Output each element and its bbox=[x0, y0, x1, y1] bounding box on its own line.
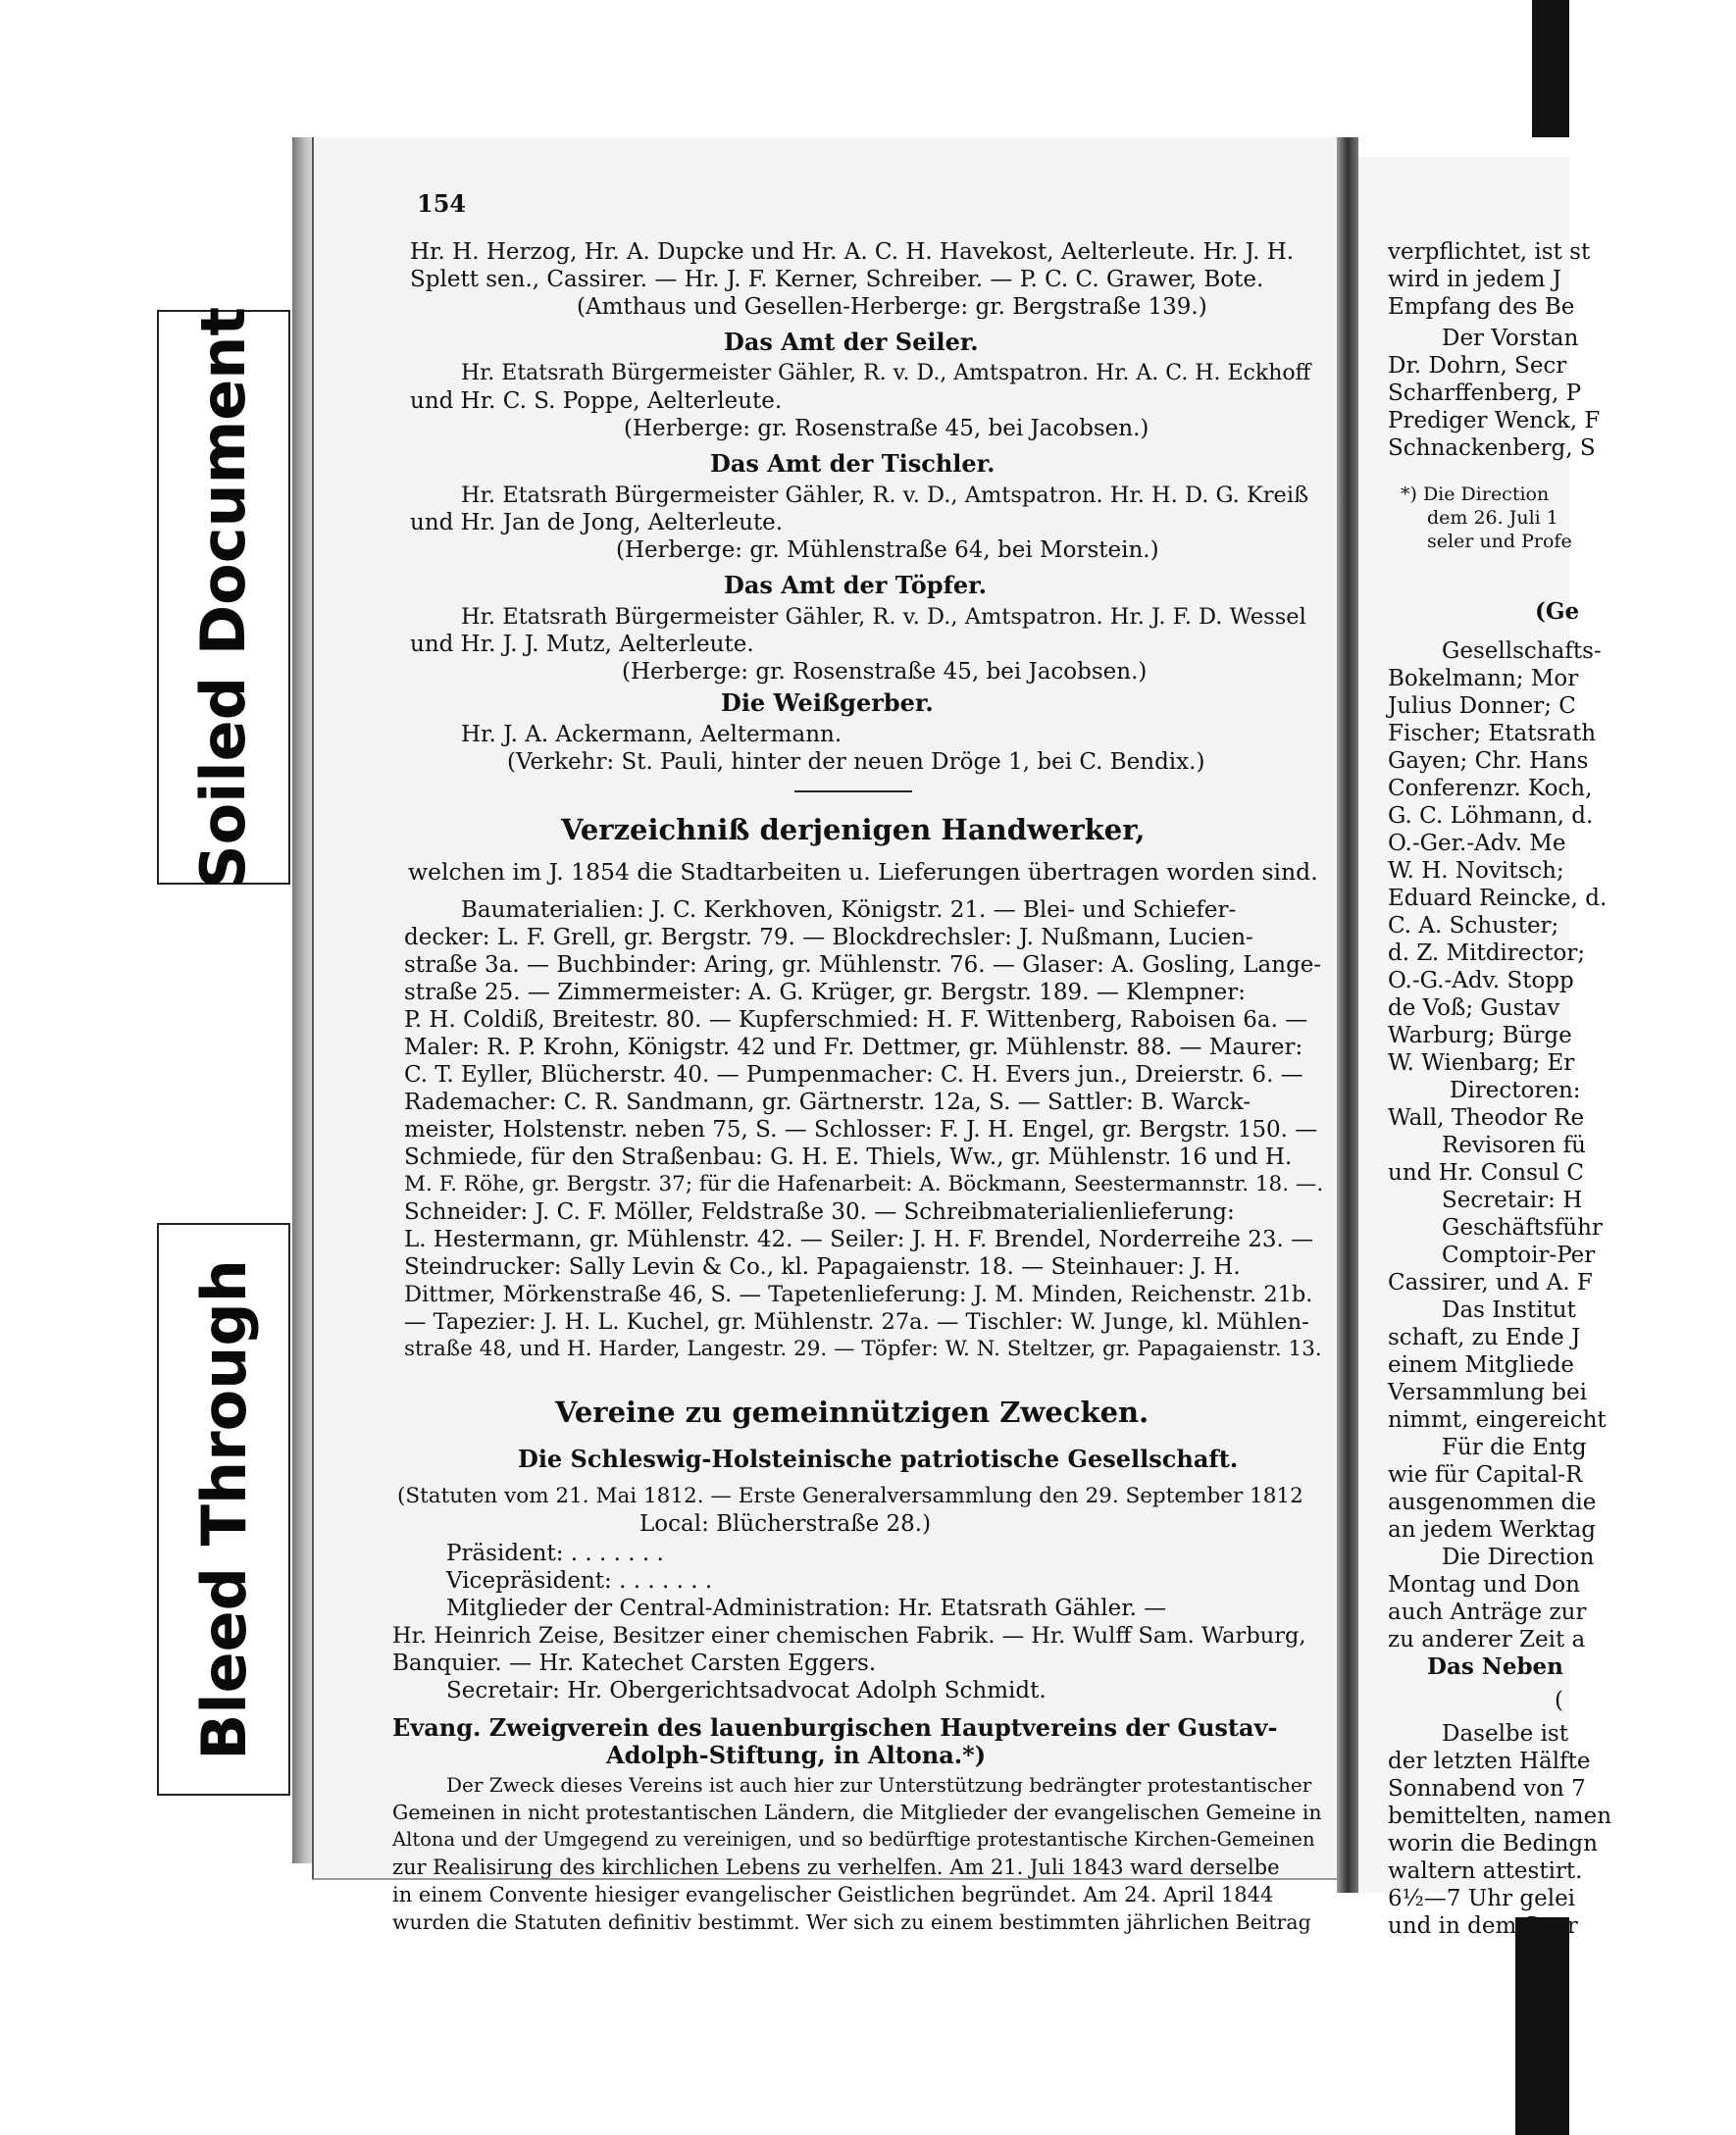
text-line: (Ge bbox=[1535, 598, 1580, 625]
text-line: Hr. Heinrich Zeise, Besitzer einer chemischen Fabrik. — Hr. Wulff Sam. Warburg, bbox=[392, 1623, 1306, 1649]
text-line: Hr. H. Herzog, Hr. A. Dupcke und Hr. A. C. H. Havekost, Aelterleute. Hr. J. H. bbox=[410, 239, 1295, 265]
text-line: 6½—7 Uhr gelei bbox=[1388, 1886, 1576, 1911]
text-line: Scharffenberg, P bbox=[1388, 381, 1582, 406]
text-line: Präsident: . . . . . . . bbox=[446, 1541, 664, 1566]
text-line: Rademacher: C. R. Sandmann, gr. Gärtnerstr. 12a, S. — Sattler: B. Warck- bbox=[404, 1090, 1251, 1115]
text-line: O.-G.-Adv. Stopp bbox=[1388, 968, 1574, 993]
text-line: zur Realisirung des kirchlichen Lebens zu verhelfen. Am 21. Juli 1843 ward derselbe bbox=[392, 1855, 1280, 1879]
text-line: wird in jedem J bbox=[1388, 267, 1561, 292]
section-heading: Das Amt der Tischler. bbox=[710, 449, 996, 478]
text-line: (Herberge: gr. Rosenstraße 45, bei Jacobsen.) bbox=[622, 659, 1148, 685]
text-line: Hr. J. A. Ackermann, Aeltermann. bbox=[461, 722, 842, 747]
text-line: Daselbe ist bbox=[1442, 1721, 1568, 1747]
text-line: Versammlung bei bbox=[1388, 1380, 1587, 1405]
section-heading: Das Amt der Töpfer. bbox=[724, 571, 987, 599]
text-line: Schnackenberg, S bbox=[1388, 435, 1596, 461]
section-heading: Evang. Zweigverein des lauenburgischen Hauptvereins der Gustav- bbox=[392, 1713, 1278, 1742]
section-heading: Die Schleswig-Holsteinische patriotische Gesellschaft. bbox=[518, 1445, 1239, 1473]
text-line: Das Institut bbox=[1442, 1297, 1576, 1323]
text-line: Sonnabend von 7 bbox=[1388, 1776, 1586, 1802]
text-line: meister, Holstenstr. neben 75, S. — Schlosser: F. J. H. Engel, gr. Bergstr. 150. — bbox=[404, 1117, 1318, 1143]
text-line: d. Z. Mitdirector; bbox=[1388, 940, 1586, 966]
text-line: Revisoren fü bbox=[1442, 1133, 1586, 1158]
text-line: Prediger Wenck, F bbox=[1388, 408, 1601, 433]
text-line: straße 25. — Zimmermeister: A. G. Krüger, gr. Bergstr. 189. — Klempner: bbox=[404, 980, 1246, 1005]
text-line: Geschäftsführ bbox=[1442, 1215, 1603, 1241]
section-divider bbox=[794, 790, 912, 792]
text-line: Dittmer, Mörkenstraße 46, S. — Tapetenlieferung: J. M. Minden, Reichenstr. 21b. bbox=[404, 1282, 1313, 1307]
text-line: straße 3a. — Buchbinder: Aring, gr. Mühlenstr. 76. — Glaser: A. Gosling, Lange- bbox=[404, 952, 1322, 978]
text-line: M. F. Röhe, gr. Bergstr. 37; für die Hafenarbeit: A. Böckmann, Seestermannstr. 18. —. bbox=[404, 1172, 1324, 1196]
section-heading: Die Weißgerber. bbox=[721, 688, 934, 717]
soiled-document-label bbox=[157, 306, 290, 889]
text-line: Hr. Etatsrath Bürgermeister Gähler, R. v. D., Amtspatron. Hr. J. F. D. Wessel bbox=[461, 604, 1306, 630]
text-line: L. Hestermann, gr. Mühlenstr. 42. — Seiler: J. H. F. Brendel, Norderreihe 23. — bbox=[404, 1227, 1314, 1252]
section-title: Verzeichniß derjenigen Handwerker, bbox=[561, 813, 1146, 846]
text-line: waltern attestirt. bbox=[1388, 1858, 1583, 1884]
text-line: decker: L. F. Grell, gr. Bergstr. 79. — Blockdrechsler: J. Nußmann, Lucien- bbox=[404, 925, 1253, 950]
text-line: W. H. Novitsch; bbox=[1388, 858, 1564, 884]
text-line: Secretair: H bbox=[1442, 1188, 1583, 1213]
text-line: in einem Convente hiesiger evangelischer Geistlichen begründet. Am 24. April 1844 bbox=[392, 1883, 1274, 1906]
text-line: Schmiede, für den Straßenbau: G. H. E. Thiels, Ww., gr. Mühlenstr. 16 und H. bbox=[404, 1144, 1293, 1170]
text-line: Montag und Don bbox=[1388, 1572, 1580, 1598]
text-line: Der Zweck dieses Vereins ist auch hier zur Unterstützung bedrängter protestantischer bbox=[446, 1773, 1312, 1797]
section-heading: Das Neben bbox=[1427, 1653, 1563, 1680]
text-line: an jedem Werktag bbox=[1388, 1517, 1597, 1543]
text-line: wurden die Statuten definitiv bestimmt. Wer sich zu einem bestimmten jährlichen Beitrag bbox=[392, 1910, 1311, 1934]
text-line: O.-Ger.-Adv. Me bbox=[1388, 831, 1566, 856]
text-line: Für die Entg bbox=[1442, 1435, 1587, 1460]
text-line: Secretair: Hr. Obergerichtsadvocat Adolph Schmidt. bbox=[446, 1678, 1047, 1703]
text-line: verpflichtet, ist st bbox=[1388, 239, 1591, 265]
text-line: Die Direction bbox=[1442, 1545, 1595, 1570]
text-line: Warburg; Bürge bbox=[1388, 1023, 1572, 1048]
text-line: P. H. Coldiß, Breitestr. 80. — Kupferschmied: H. F. Wittenberg, Raboisen 6a. — bbox=[404, 1007, 1308, 1033]
text-line: nimmt, eingereicht bbox=[1388, 1407, 1607, 1433]
soiled-document-label-text: Soiled Document bbox=[187, 306, 260, 889]
text-line: bemittelten, namen bbox=[1388, 1804, 1612, 1829]
text-line: Vicepräsident: . . . . . . . bbox=[446, 1568, 713, 1594]
text-line: Mitglieder der Central-Administration: Hr. Etatsrath Gähler. — bbox=[446, 1596, 1167, 1621]
footnote-line: dem 26. Juli 1 bbox=[1427, 507, 1558, 529]
text-line: Banquier. — Hr. Katechet Carsten Eggers. bbox=[392, 1651, 877, 1676]
page-number: 154 bbox=[417, 189, 467, 218]
section-subtitle: welchen im J. 1854 die Stadtarbeiten u. Lieferungen übertragen worden sind. bbox=[408, 858, 1318, 886]
text-line: Hr. Etatsrath Bürgermeister Gähler, R. v. D., Amtspatron. Hr. H. D. G. Kreiß bbox=[461, 483, 1309, 508]
text-line: Dr. Dohrn, Secr bbox=[1388, 353, 1567, 379]
text-line: C. A. Schuster; bbox=[1388, 913, 1559, 939]
text-line: Splett sen., Cassirer. — Hr. J. F. Kerner, Schreiber. — P. C. C. Grawer, Bote. bbox=[410, 267, 1264, 292]
text-line: Gemeinen in nicht protestantischen Ländern, die Mitglieder der evangelischen Gemeine in bbox=[392, 1801, 1322, 1824]
text-line: ( bbox=[1555, 1688, 1563, 1713]
text-line: Eduard Reincke, d. bbox=[1388, 886, 1608, 911]
text-line: und in dem Spar bbox=[1388, 1913, 1578, 1939]
text-line: de Voß; Gustav bbox=[1388, 995, 1560, 1021]
text-line: Directoren: bbox=[1450, 1078, 1581, 1103]
text-line: Hr. Etatsrath Bürgermeister Gähler, R. v. D., Amtspatron. Hr. A. C. H. Eckhoff bbox=[461, 361, 1311, 385]
text-line: (Herberge: gr. Rosenstraße 45, bei Jacobsen.) bbox=[624, 416, 1149, 441]
text-line: Bokelmann; Mor bbox=[1388, 666, 1579, 691]
text-line: und Hr. Consul C bbox=[1388, 1160, 1584, 1186]
text-line: Fischer; Etatsrath bbox=[1388, 721, 1597, 746]
text-line: G. C. Löhmann, d. bbox=[1388, 803, 1594, 829]
text-line: Local: Blücherstraße 28.) bbox=[639, 1511, 932, 1537]
section-heading: Adolph-Stiftung, in Altona.*) bbox=[606, 1741, 987, 1769]
text-line: und Hr. C. S. Poppe, Aelterleute. bbox=[410, 388, 783, 414]
text-line: Julius Donner; C bbox=[1388, 693, 1576, 719]
text-line: wie für Capital-R bbox=[1388, 1462, 1583, 1488]
text-line: (Herberge: gr. Mühlenstraße 64, bei Morstein.) bbox=[616, 537, 1159, 563]
text-line: der letzten Hälfte bbox=[1388, 1749, 1591, 1774]
dark-edge-top bbox=[1532, 0, 1569, 137]
text-line: Maler: R. P. Krohn, Königstr. 42 und Fr. Dettmer, gr. Mühlenstr. 88. — Maurer: bbox=[404, 1035, 1303, 1060]
text-line: straße 48, und H. Harder, Langestr. 29. — Töpfer: W. N. Steltzer, gr. Papagaienstr. 13. bbox=[404, 1337, 1322, 1361]
text-line: Wall, Theodor Re bbox=[1388, 1105, 1585, 1131]
text-line: Gesellschafts- bbox=[1442, 638, 1602, 664]
section-heading: Das Amt der Seiler. bbox=[724, 328, 979, 356]
text-line: auch Anträge zur bbox=[1388, 1600, 1587, 1625]
text-line: schaft, zu Ende J bbox=[1388, 1325, 1581, 1350]
text-line: und Hr. J. J. Mutz, Aelterleute. bbox=[410, 632, 754, 657]
footnote-line: *) Die Direction bbox=[1401, 483, 1550, 505]
book-gutter bbox=[1337, 137, 1358, 1893]
bleed-through-label bbox=[157, 1223, 290, 1796]
dark-edge-bottom bbox=[1515, 1917, 1569, 2135]
text-line: Schneider: J. C. F. Möller, Feldstraße 30. — Schreibmaterialienlieferung: bbox=[404, 1199, 1235, 1225]
text-line: Altona und der Umgegend zu vereinigen, und so bedürftige protestantische Kirchen-Gemeinen bbox=[392, 1828, 1315, 1851]
text-line: Steindrucker: Sally Levin & Co., kl. Papagaienstr. 18. — Steinhauer: J. H. bbox=[404, 1254, 1241, 1280]
text-line: C. T. Eyller, Blücherstr. 40. — Pumpenmacher: C. H. Evers jun., Dreierstr. 6. — bbox=[404, 1062, 1303, 1088]
footnote-line: seler und Profe bbox=[1427, 531, 1572, 552]
text-line: — Tapezier: J. H. L. Kuchel, gr. Mühlenstr. 27a. — Tischler: W. Junge, kl. Mühlen- bbox=[404, 1309, 1309, 1335]
text-line: ausgenommen die bbox=[1388, 1490, 1597, 1515]
text-line: Baumaterialien: J. C. Kerkhoven, Königstr. 21. — Blei- und Schiefer- bbox=[461, 897, 1237, 923]
text-line: (Amthaus und Gesellen-Herberge: gr. Bergstraße 139.) bbox=[577, 294, 1207, 320]
text-line: W. Wienbarg; Er bbox=[1388, 1050, 1575, 1076]
text-line: und Hr. Jan de Jong, Aelterleute. bbox=[410, 510, 784, 535]
text-line: Empfang des Be bbox=[1388, 294, 1575, 320]
text-line: zu anderer Zeit a bbox=[1388, 1627, 1586, 1652]
text-line: Cassirer, und A. F bbox=[1388, 1270, 1593, 1296]
section-title: Vereine zu gemeinnützigen Zwecken. bbox=[555, 1396, 1149, 1429]
text-line: Conferenzr. Koch, bbox=[1388, 776, 1593, 801]
text-line: (Statuten vom 21. Mai 1812. — Erste Generalversammlung den 29. September 1812 bbox=[397, 1484, 1303, 1508]
bleed-through-label-text: Bleed Through bbox=[187, 1258, 260, 1760]
text-line: Der Vorstan bbox=[1442, 326, 1579, 351]
text-line: worin die Bedingn bbox=[1388, 1831, 1598, 1856]
text-line: (Verkehr: St. Pauli, hinter der neuen Dröge 1, bei C. Bendix.) bbox=[507, 749, 1205, 775]
text-line: einem Mitgliede bbox=[1388, 1352, 1575, 1378]
text-line: Comptoir-Per bbox=[1442, 1243, 1596, 1268]
text-line: Gayen; Chr. Hans bbox=[1388, 748, 1589, 774]
